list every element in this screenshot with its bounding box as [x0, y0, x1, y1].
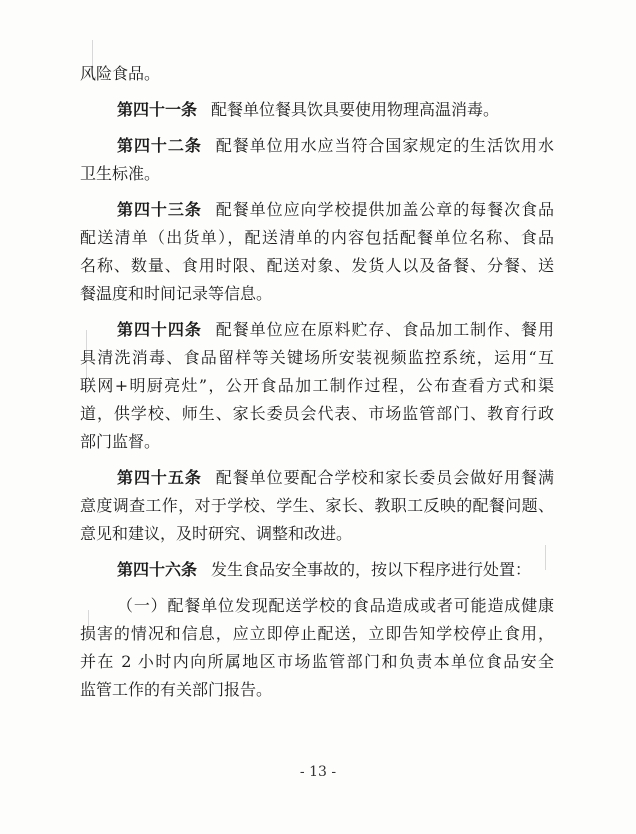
- text-line: 道，供学校、师生、家长委员会代表、市场监管部门、教育行政: [80, 404, 554, 423]
- page-number: - 13 -: [299, 764, 337, 780]
- article-number: 第四十四条: [117, 320, 202, 339]
- paragraph: [80, 132, 554, 188]
- text-line: 具清洗消毒、食品留样等关键场所安装视频监控系统，运用“互: [80, 348, 554, 367]
- article-number: 第四十三条: [117, 200, 202, 219]
- text-run: 配餐单位要配合学校和家长委员会做好用餐满: [215, 468, 554, 487]
- text-line: 损害的情况和信息，应立即停止配送，立即告知学校停止食用，: [80, 624, 554, 643]
- text-line: 配送清单（出货单），配送清单的内容包括配餐单位名称、食品: [80, 228, 554, 247]
- article-number: 第四十一条: [117, 100, 198, 119]
- text-line: 名称、数量、食用时限、配送对象、发货人以及备餐、分餐、送: [80, 256, 554, 275]
- paragraph: [80, 60, 554, 88]
- text-line: 餐温度和时间记录等信息。: [80, 284, 273, 303]
- text-line: 并在 2 小时内向所属地区市场监管部门和负责本单位食品安全: [80, 652, 554, 671]
- text-line: 风险食品。: [80, 64, 161, 83]
- text-run: 配餐单位应在原料贮存、食品加工制作、餐用: [215, 320, 554, 339]
- paragraph: [80, 556, 554, 584]
- text-line: [80, 316, 554, 344]
- text-line: 部门监督。: [80, 432, 161, 451]
- paragraph: [80, 96, 554, 124]
- text-run: 配餐单位用水应当符合国家规定的生活饮用水: [215, 136, 554, 155]
- paragraph: [80, 196, 554, 308]
- text-line: 卫生标准。: [80, 164, 161, 183]
- text-line: 监管工作的有关部门报告。: [80, 680, 273, 699]
- text-line: [80, 556, 554, 584]
- text-line: 意度调查工作，对于学校、学生、家长、教职工反映的配餐问题、: [80, 496, 554, 515]
- text-line: [80, 96, 554, 124]
- article-number: 第四十六条: [117, 560, 198, 579]
- text-line: [80, 196, 554, 224]
- paragraph: [80, 316, 554, 456]
- text-line: （一）配餐单位发现配送学校的食品造成或者可能造成健康: [117, 596, 554, 615]
- text-run: 发生食品安全事故的，按以下程序进行处置：: [211, 560, 532, 579]
- text-run: 配餐单位餐具饮具要使用物理高温消毒。: [211, 100, 500, 119]
- text-line: 意见和建议，及时研究、调整和改进。: [80, 524, 353, 543]
- text-line: [80, 132, 554, 160]
- document-body: [80, 60, 554, 704]
- paragraph: [80, 592, 554, 704]
- text-line: [80, 464, 554, 492]
- article-number: 第四十五条: [117, 468, 202, 487]
- text-run: 配餐单位应向学校提供加盖公章的每餐次食品: [215, 200, 554, 219]
- article-number: 第四十二条: [117, 136, 202, 155]
- paragraph: [80, 464, 554, 548]
- text-line: 联网+明厨亮灶”，公开食品加工制作过程，公布查看方式和渠: [80, 376, 554, 395]
